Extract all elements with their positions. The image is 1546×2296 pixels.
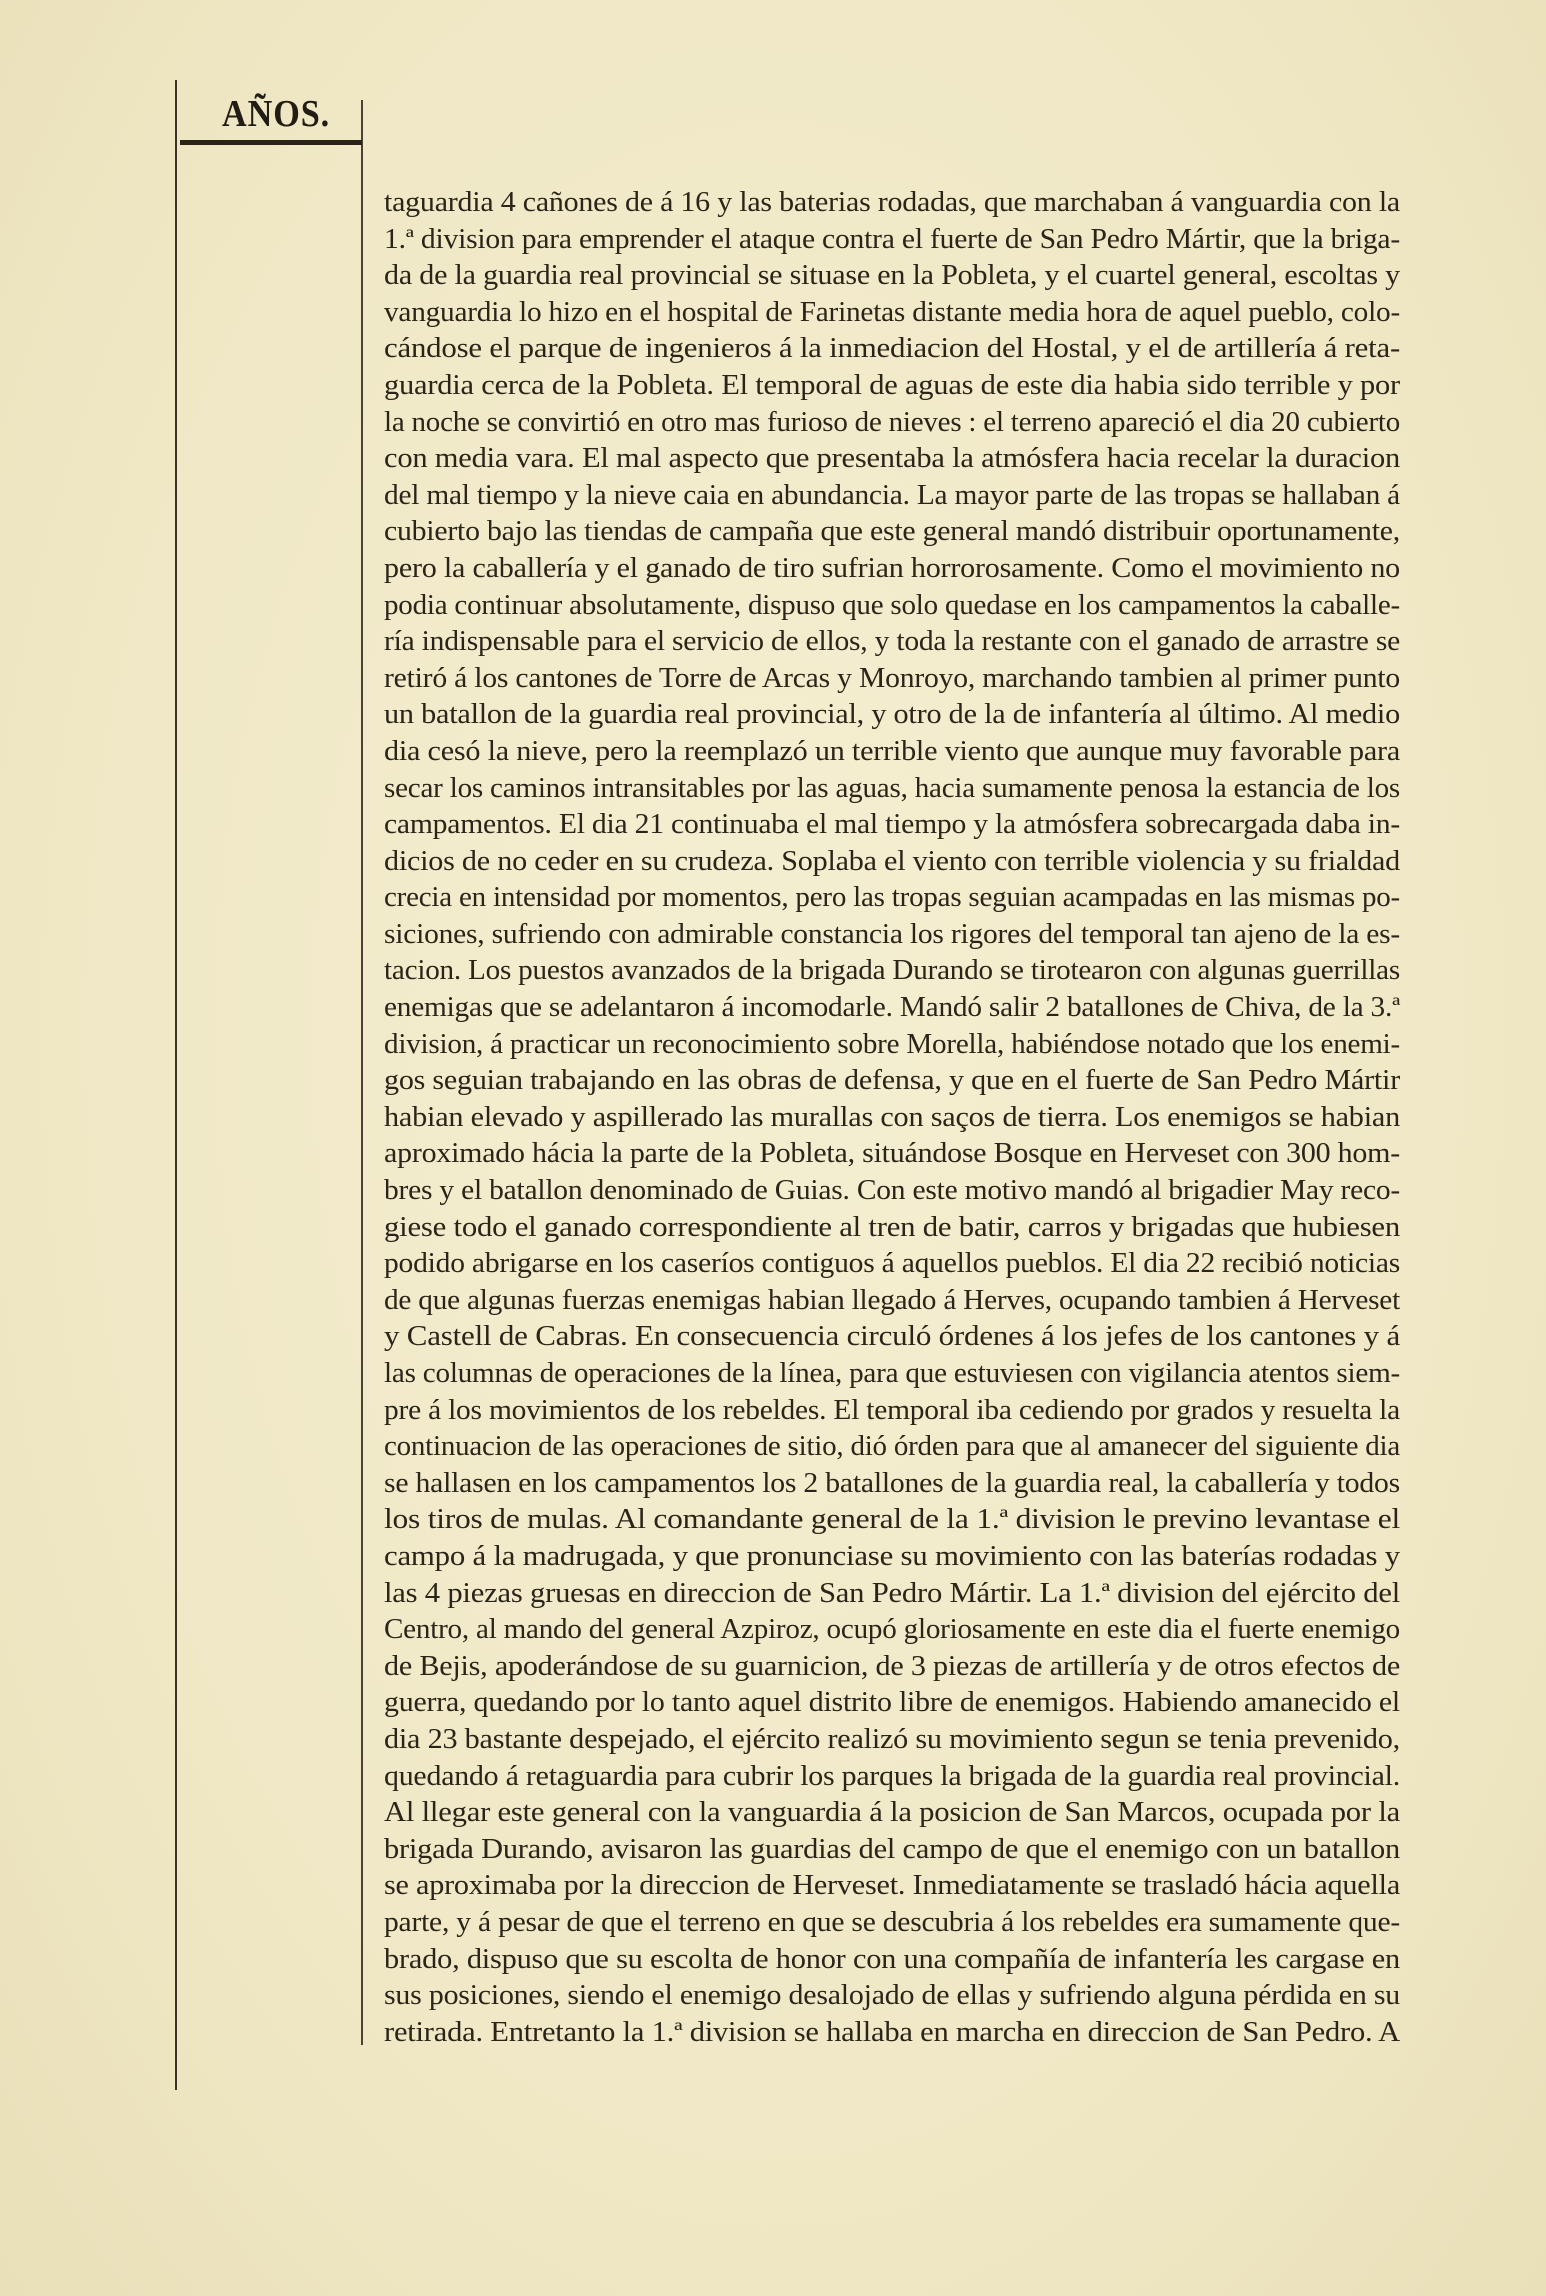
text-line: las 4 piezas gruesas en direccion de San Pedro Mártir. La 1.ª division del ejército del <box>384 1577 1400 1609</box>
text-line: cándose el parque de ingenieros á la inmediacion del Hostal, y el de artillería á reta- <box>384 333 1400 365</box>
text-line: campo á la madrugada, y que pronunciase su movimiento con las baterías rodadas y <box>384 1540 1400 1572</box>
text-line: bres y el batallon denominado de Guias. Con este motivo mandó al brigadier May reco- <box>384 1175 1400 1207</box>
text-line: pero la caballería y el ganado de tiro sufrian horrorosamente. Como el movimiento no <box>384 552 1400 584</box>
text-line: podido abrigarse en los caseríos contiguos á aquellos pueblos. El dia 22 recibió noticias <box>384 1248 1400 1280</box>
heading-underline <box>180 140 362 145</box>
text-line: cubierto bajo las tiendas de campaña que este general mandó distribuir oportunamente, <box>384 516 1400 548</box>
text-line: Centro, al mando del general Azpiroz, ocupó gloriosamente en este dia el fuerte enemigo <box>384 1614 1400 1646</box>
text-line: quedando á retaguardia para cubrir los parques la brigada de la guardia real provincial. <box>384 1760 1400 1792</box>
text-line: enemigas que se adelantaron á incomodarle. Mandó salir 2 batallones de Chiva, de la 3.ª <box>384 992 1400 1024</box>
text-line: podia continuar absolutamente, dispuso que solo quedase en los campamentos la caballe- <box>384 589 1400 621</box>
text-line: dia 23 bastante despejado, el ejército realizó su movimiento segun se tenia prevenido, <box>384 1723 1400 1755</box>
text-line: continuacion de las operaciones de sitio, dió órden para que al amanecer del siguiente dia <box>384 1431 1400 1463</box>
text-line: y Castell de Cabras. En consecuencia circuló órdenes á los jefes de los cantones y á <box>384 1321 1400 1353</box>
text-line: campamentos. El dia 21 continuaba el mal tiempo y la atmósfera sobrecargada daba in- <box>384 809 1400 841</box>
text-line: giese todo el ganado correspondiente al tren de batir, carros y brigadas que hubiesen <box>384 1211 1400 1243</box>
text-line: crecia en intensidad por momentos, pero las tropas seguian acampadas en las mismas po- <box>384 882 1400 914</box>
text-line: un batallon de la guardia real provincial, y otro de la de infantería al último. Al medio <box>384 699 1400 731</box>
text-line: brado, dispuso que su escolta de honor con una compañía de infantería les cargase en <box>384 1943 1400 1975</box>
text-line: taguardia 4 cañones de á 16 y las baterias rodadas, que marchaban á vanguardia con la <box>384 187 1400 218</box>
text-line: dicios de no ceder en su crudeza. Soplaba el viento con terrible violencia y su frialdad <box>384 845 1400 877</box>
text-line: retiró á los cantones de Torre de Arcas y Monroyo, marchando tambien al primer punto <box>384 662 1400 694</box>
text-line: las columnas de operaciones de la línea, para que estuviesen con vigilancia atentos siem- <box>384 1358 1400 1389</box>
text-line: pre á los movimientos de los rebeldes. El temporal iba cediendo por grados y resuelta la <box>384 1394 1400 1426</box>
text-line: con media vara. El mal aspecto que presentaba la atmósfera hacia recelar la duracion <box>384 443 1400 475</box>
text-line: se aproximaba por la direccion de Herveset. Inmediatamente se trasladó hácia aquella <box>384 1870 1400 1902</box>
text-line: de Bejis, apoderándose de su guarnicion, de 3 piezas de artillería y de otros efectos de <box>384 1650 1400 1682</box>
text-line: Al llegar este general con la vanguardia á la posicion de San Marcos, ocupada por la <box>384 1797 1400 1829</box>
text-line: sus posiciones, siendo el enemigo desalojado de ellas y sufriendo alguna pérdida en su <box>384 1980 1400 2012</box>
text-line: retirada. Entretanto la 1.ª division se hallaba en marcha en direccion de San Pedro. A <box>384 2016 1400 2048</box>
body-text <box>384 185 1400 2051</box>
margin-rule-left <box>175 80 177 2090</box>
text-line: habian elevado y aspillerado las murallas con saços de tierra. Los enemigos se habian <box>384 1101 1400 1133</box>
text-line: vanguardia lo hizo en el hospital de Farinetas distante media hora de aquel pueblo, colo- <box>384 296 1400 328</box>
text-line: del mal tiempo y la nieve caia en abundancia. La mayor parte de las tropas se hallaban á <box>384 479 1400 511</box>
text-line: guerra, quedando por lo tanto aquel distrito libre de enemigos. Habiendo amanecido el <box>384 1687 1400 1719</box>
text-line: de que algunas fuerzas enemigas habian llegado á Herves, ocupando tambien á Herveset <box>384 1284 1400 1316</box>
text-line: da de la guardia real provincial se situase en la Pobleta, y el cuartel general, escoltas y <box>384 260 1400 292</box>
text-line: secar los caminos intransitables por las aguas, hacia sumamente penosa la estancia de los <box>384 772 1400 804</box>
text-line: parte, y á pesar de que el terreno en que se descubria á los rebeldes era sumamente que- <box>384 1906 1400 1938</box>
text-line: siciones, sufriendo con admirable constancia los rigores del temporal tan ajeno de la es- <box>384 918 1400 950</box>
text-line: dia cesó la nieve, pero la reemplazó un terrible viento que aunque muy favorable para <box>384 735 1400 767</box>
text-line: guardia cerca de la Pobleta. El temporal de aguas de este dia habia sido terrible y por <box>384 369 1400 401</box>
text-line: tacion. Los puestos avanzados de la brigada Durando se tirotearon con algunas guerrillas <box>384 955 1400 987</box>
text-line: se hallasen en los campamentos los 2 batallones de la guardia real, la caballería y todos <box>384 1467 1400 1499</box>
text-line: division, á practicar un reconocimiento sobre Morella, habiéndose notado que los enemi- <box>384 1028 1400 1060</box>
text-line: 1.ª division para emprender el ataque contra el fuerte de San Pedro Mártir, que la briga- <box>384 223 1400 255</box>
text-line: aproximado hácia la parte de la Pobleta, situándose Bosque en Herveset con 300 hom- <box>384 1138 1400 1170</box>
text-line: ría indispensable para el servicio de ellos, y toda la restante con el ganado de arrastre se <box>384 626 1400 658</box>
margin-column-rule <box>361 100 363 2045</box>
text-line: la noche se convirtió en otro mas furioso de nieves : el terreno apareció el dia 20 cubierto <box>384 406 1400 438</box>
text-line: brigada Durando, avisaron las guardias del campo de que el enemigo con un batallon <box>384 1833 1400 1865</box>
text-line: los tiros de mulas. Al comandante general de la 1.ª division le previno levantase el <box>384 1504 1400 1536</box>
page-heading: AÑOS. <box>222 93 331 135</box>
text-line: gos seguian trabajando en las obras de defensa, y que en el fuerte de San Pedro Mártir <box>384 1065 1400 1097</box>
